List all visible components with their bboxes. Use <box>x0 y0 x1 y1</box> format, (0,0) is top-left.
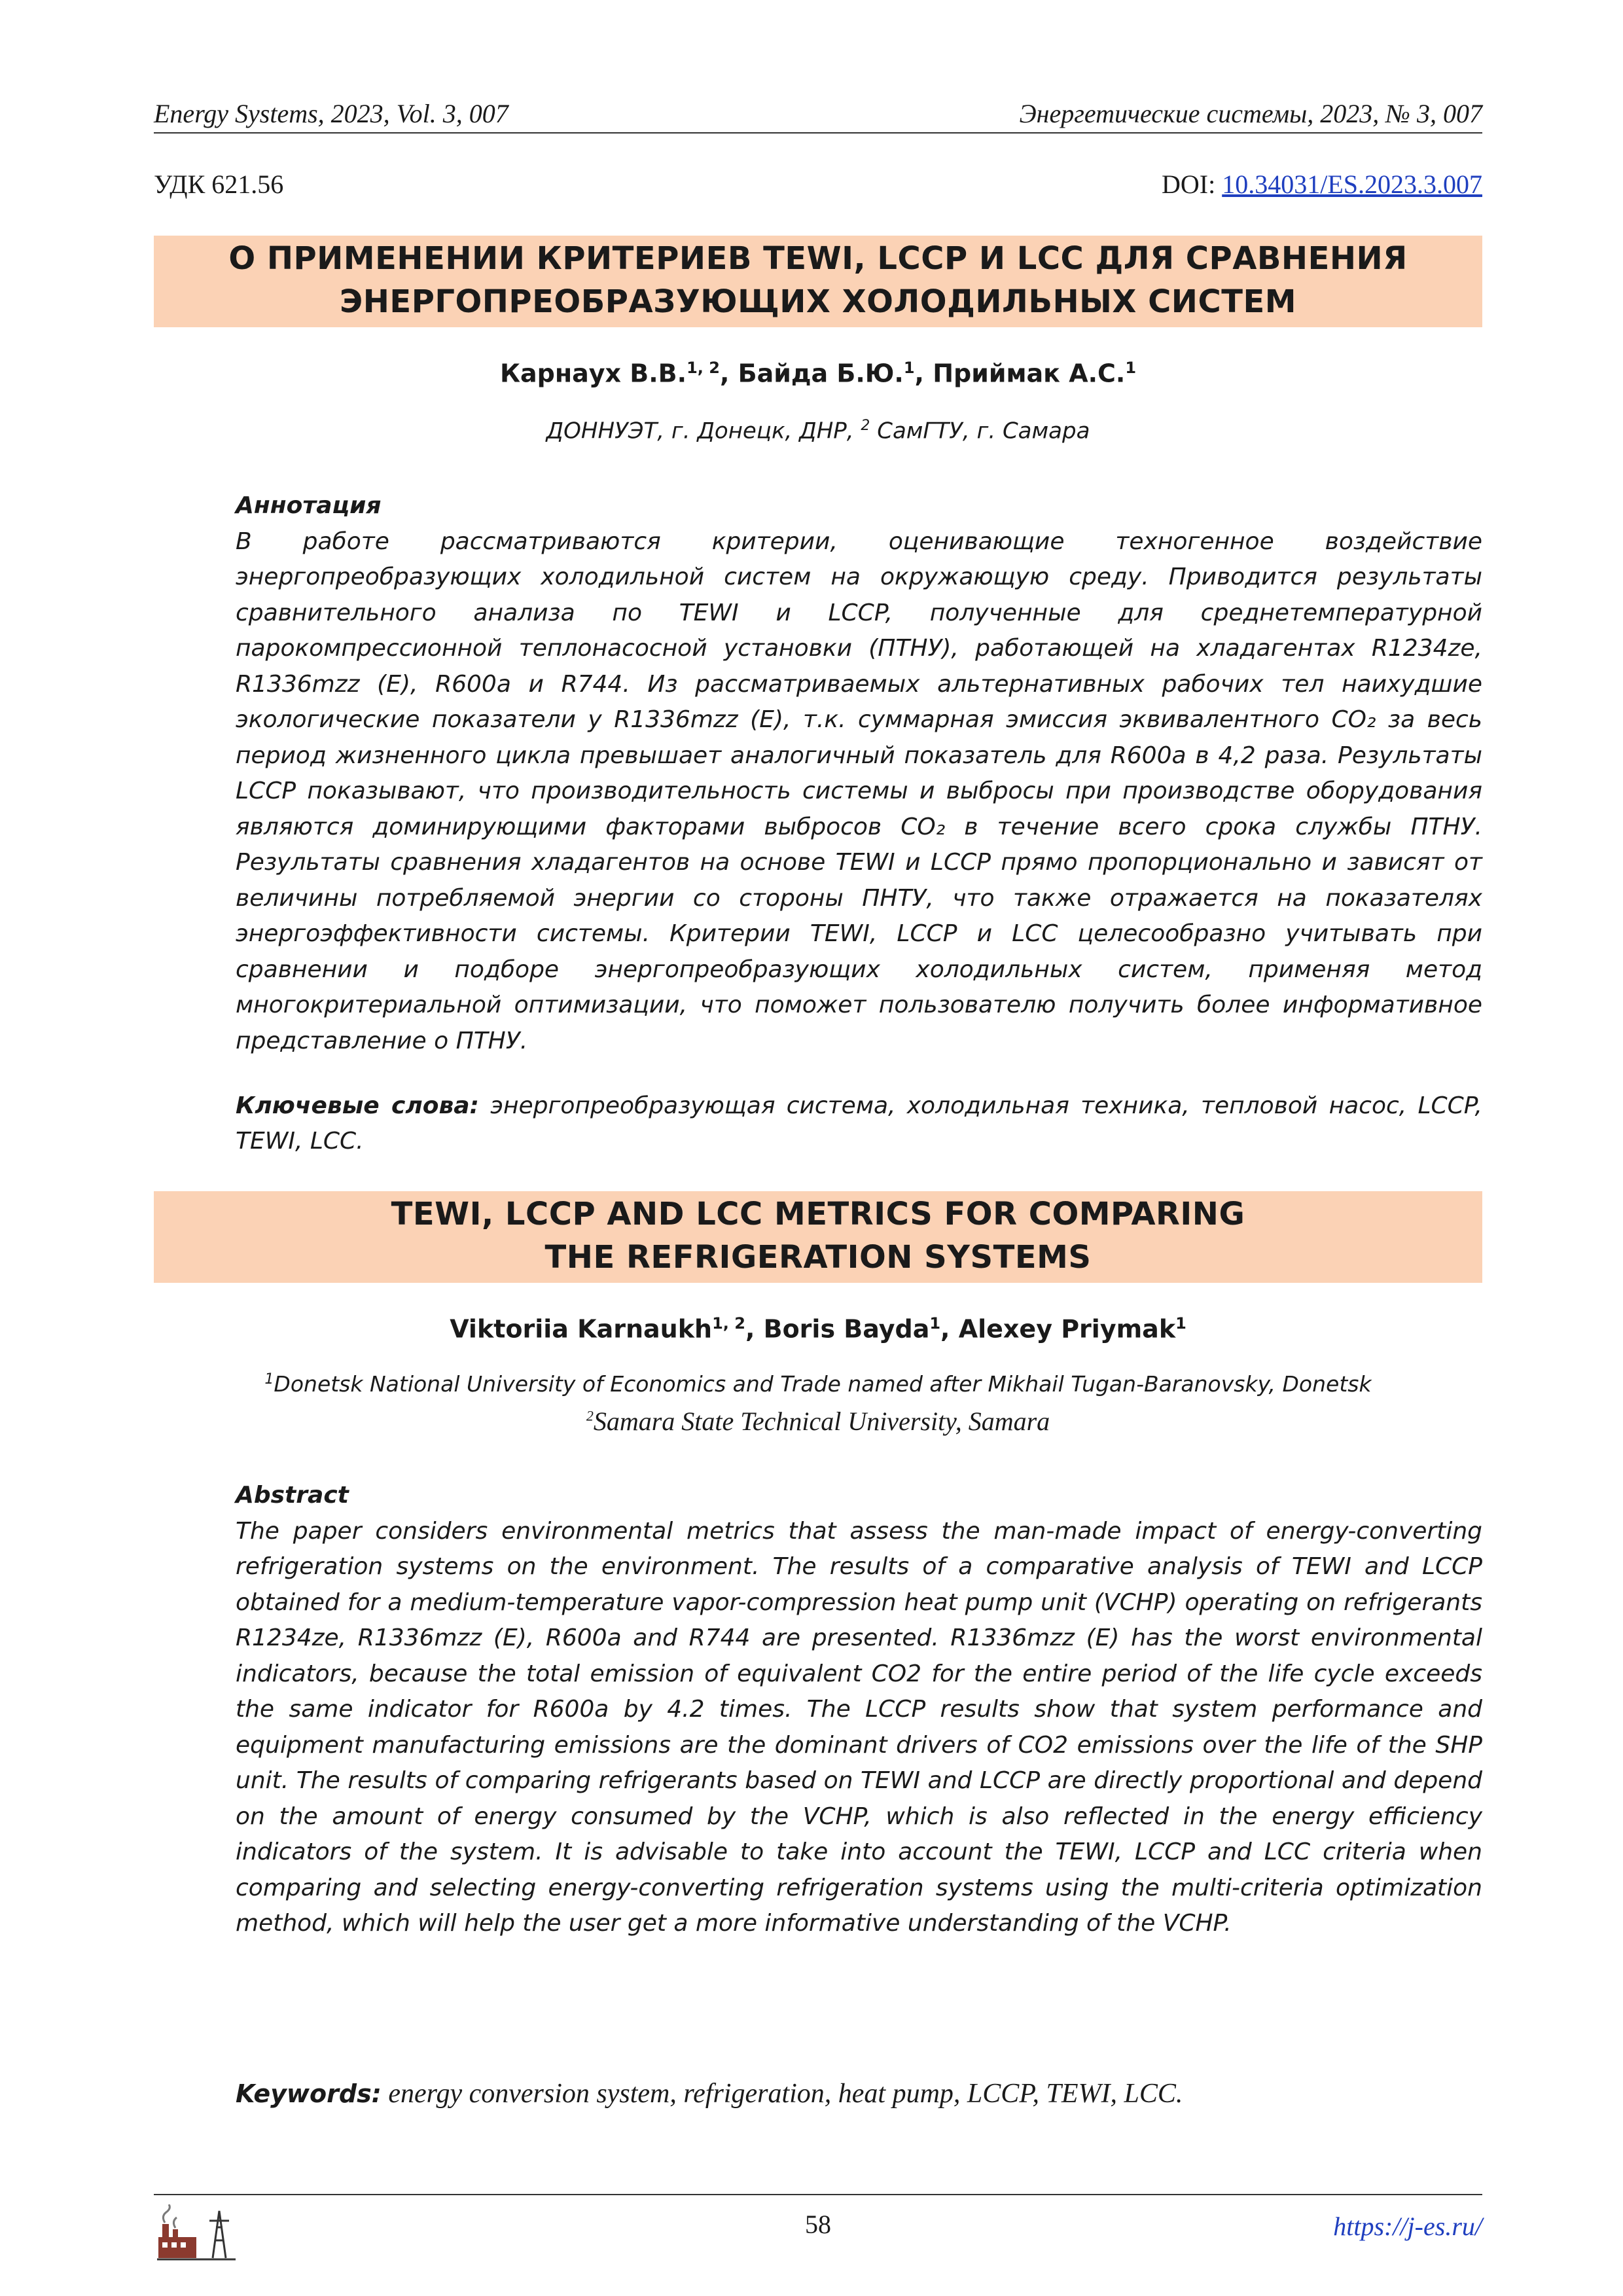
author-ru-1: Карнаух В.В. <box>499 359 687 388</box>
abstract-ru-heading: Аннотация <box>236 492 382 519</box>
author-ru-2-affil: 1 <box>903 359 915 377</box>
affiliation-ru <box>154 418 1482 444</box>
title-en <box>154 1191 1482 1283</box>
affiliation-ru-sup: 2 <box>861 418 870 434</box>
keywords-en <box>236 2076 1482 2111</box>
abstract-ru-text: В работе рассматриваются критерии, оценивающие техногенное воздействие энергопреобразующих холодильной систем на окружающую среду. Приводится результаты сравнительного анализа по TEWI и LCCP, полученные для среднетемпературной парокомпрессионной теплонасосной установки (ПТНУ), работающей на хладагентах R1234ze, R1336mzz (E), R600a и R744. Из рассматриваемых альтернативных рабочих тел наихудшие экологические показатели у R1336mzz (E), т.к. суммарная эмиссия эквивалентного CO₂ за весь период жизненного цикла превышает аналогичный показатель для R600a в 4,2 раза. Результаты LCCP показывают, что производительность системы и выбросы при производстве оборудования являются доминирующими факторами выбросов CO₂ в течение всего срока службы ПТНУ. Результаты сравнения хладагентов на основе TEWI и LCCP прямо пропорционально и зависят от величины потребляемой энергии со стороны ПНТУ, что также отражается на показателях энергоэффективности системы. Критерии TEWI, LCCP и LCC целесообразно учитывать при сравнении и подборе энергопреобразующих холодильных систем, применяя метод многокритериальной оптимизации, что поможет пользователю получить более информативное представление о ПТНУ. <box>236 528 1482 1054</box>
keywords-ru-label: Ключевые слова: <box>236 1092 479 1119</box>
author-en-2: , Boris Bayda <box>745 1314 930 1344</box>
abstract-ru <box>236 488 1482 1059</box>
author-ru-2: , Байда Б.Ю. <box>719 359 904 388</box>
page-number: 58 <box>805 2210 831 2239</box>
title-ru <box>154 236 1482 327</box>
affiliation-en-2-text: Samara State Technical University, Samara <box>593 1407 1050 1436</box>
journal-site-link[interactable]: https://j-es.ru/ <box>1333 2212 1482 2241</box>
affiliation-en-2 <box>154 1406 1482 1437</box>
authors-ru <box>154 359 1482 388</box>
authors-en <box>154 1314 1482 1344</box>
author-en-2-affil: 1 <box>929 1314 941 1333</box>
affiliation-ru-1: ДОННУЭТ, г. Донецк, ДНР, <box>546 418 861 444</box>
affiliation-en-2-sup: 2 <box>586 1407 594 1424</box>
keywords-ru-text: энергопреобразующая система, холодильная техника, тепловой насос, LCCP, TEWI, LCC. <box>236 1092 1482 1155</box>
journal-name-en: Energy Systems, 2023, Vol. 3, 007 <box>154 99 508 128</box>
abstract-en-heading: Abstract <box>236 1482 349 1509</box>
author-ru-1-affil: 1, 2 <box>687 359 720 377</box>
running-header <box>154 98 1482 134</box>
author-en-1-affil: 1, 2 <box>712 1314 745 1333</box>
keywords-ru <box>236 1088 1482 1159</box>
udk-code: УДК 621.56 <box>154 170 284 199</box>
footer-divider <box>154 2194 1482 2195</box>
keywords-en-text: energy conversion system, refrigeration, heat pump, LCCP, TEWI, LCC. <box>381 2079 1183 2109</box>
title-en-line1: TEWI, LCCP AND LCC METRICS FOR COMPARING <box>391 1196 1245 1232</box>
author-en-1: Viktoriia Karnaukh <box>450 1314 713 1344</box>
abstract-en <box>236 1478 1482 1942</box>
affiliation-en-1 <box>154 1371 1482 1397</box>
journal-name-ru: Энергетические системы, 2023, № 3, 007 <box>1019 99 1482 128</box>
affiliation-en-1-text: Donetsk National University of Economics and Trade named after Mikhail Tugan-Baranovsky, Donetsk <box>274 1371 1372 1397</box>
title-ru-line1: О ПРИМЕНЕНИИ КРИТЕРИЕВ TEWI, LCCP И LCC ДЛЯ СРАВНЕНИЯ <box>228 240 1408 277</box>
affiliation-ru-2: СамГТУ, г. Самара <box>870 418 1090 444</box>
title-en-line2: THE REFRIGERATION SYSTEMS <box>544 1239 1092 1276</box>
author-en-3-affil: 1 <box>1175 1314 1186 1333</box>
keywords-en-label: Keywords: <box>236 2079 382 2108</box>
doi-label: DOI: <box>1161 170 1222 199</box>
abstract-en-text: The paper considers environmental metrics that assess the man-made impact of energy-converting refrigeration systems on the environment. The results of a comparative analysis of TEWI and LCCP obtained for a medium-temperature vapor-compression heat pump unit (VCHP) operating on refrigerants R1234ze, R1336mzz (E), R600a and R744 are presented. R1336mzz (E) has the worst environmental indicators, because the total emission of equivalent CO2 for the entire period of the life cycle exceeds the same indicator for R600a by 4.2 times. The LCCP results show that system performance and equipment manufacturing emissions are the dominant drivers of CO2 emissions over the life of the SHP unit. The results of comparing refrigerants based on TEWI and LCCP are directly proportional and depend on the amount of energy consumed by the VCHP, which is also reflected in the energy efficiency indicators of the system. It is advisable to take into account the TEWI, LCCP and LCC criteria when comparing and selecting energy-converting refrigeration systems using the multi-criteria optimization method, which will help the user get a more informative understanding of the VCHP. <box>236 1517 1482 1937</box>
author-ru-3-affil: 1 <box>1125 359 1137 377</box>
udk-doi-row <box>154 169 1482 200</box>
author-en-3: , Alexey Priymak <box>940 1314 1176 1344</box>
doi <box>1162 169 1482 200</box>
author-ru-3: , Приймак А.С. <box>914 359 1126 388</box>
title-ru-line2: ЭНЕРГОПРЕОБРАЗУЮЩИХ ХОЛОДИЛЬНЫХ СИСТЕМ <box>340 283 1296 320</box>
affiliation-en-1-sup: 1 <box>264 1371 274 1388</box>
doi-link[interactable]: 10.34031/ES.2023.3.007 <box>1222 170 1482 199</box>
